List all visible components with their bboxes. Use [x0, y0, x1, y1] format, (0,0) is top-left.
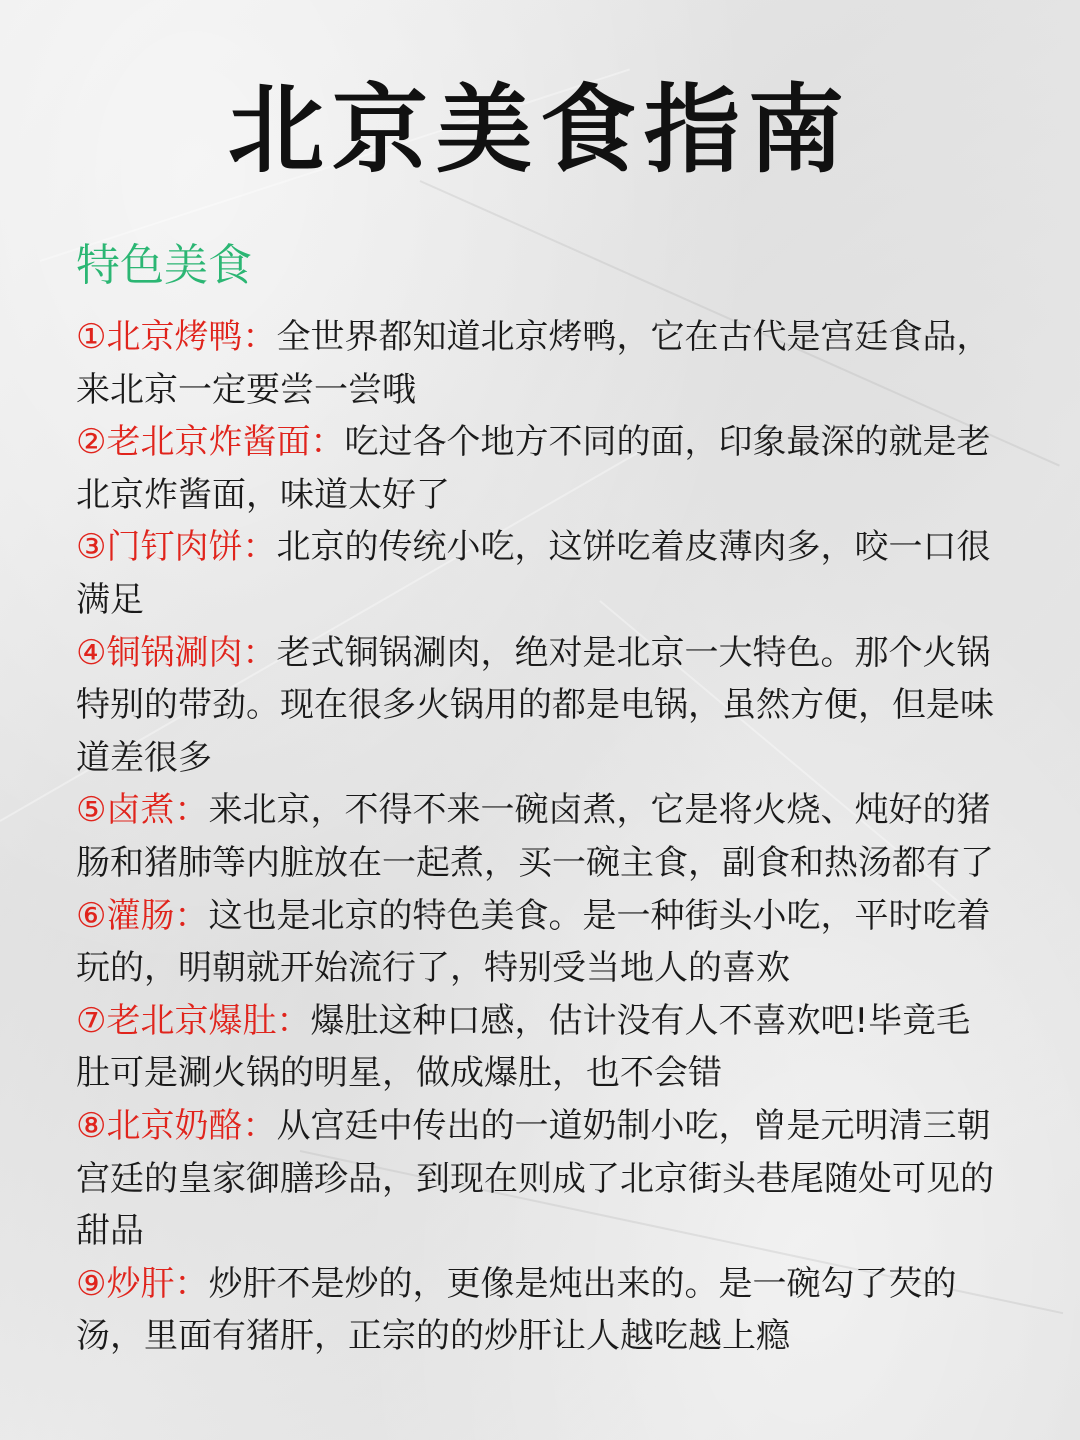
food-description: 老式铜锅涮肉，绝对是北京一大特色。那个火锅特别的带劲。现在很多火锅用的都是电锅，虽然方便，但是味道差很多 — [76, 632, 994, 778]
list-item — [76, 784, 996, 889]
food-description: 吃过各个地方不同的面，印象最深的就是老北京炸酱面，味道太好了 — [76, 422, 991, 515]
food-name: ③门钉肉饼： — [76, 527, 277, 568]
food-name: ①北京烤鸭： — [76, 317, 277, 357]
food-description: 炒肝不是炒的，更像是炖出来的。是一碗勾了芡的汤，里面有猪肝，正宗的的炒肝让人越吃越上瘾 — [76, 1263, 957, 1357]
food-description: 这也是北京的特色美食。是一种街头小吃，平时吃着玩的，明朝就开始流行了，特别受当地人的喜欢 — [76, 895, 991, 989]
list-item — [76, 1258, 996, 1363]
food-description: 从宫廷中传出的一道奶制小吃，曾是元明清三朝宫廷的皇家御膳珍品，到现在则成了北京街头巷尾随处可见的甜品 — [76, 1105, 994, 1252]
list-item — [76, 416, 996, 521]
food-name: ⑤卤煮： — [76, 790, 209, 831]
list-item — [76, 1100, 996, 1258]
page-title: 北京美食指南 — [228, 74, 852, 186]
section-heading: 特色美食 — [76, 240, 252, 291]
food-name: ④铜锅涮肉： — [76, 632, 277, 673]
food-name: ②老北京炸酱面： — [76, 422, 345, 463]
food-name: ⑨炒肝： — [76, 1263, 209, 1304]
food-description: 来北京，不得不来一碗卤煮，它是将火烧、炖好的猪肠和猪肺等内脏放在一起煮，买一碗主食，副食和热汤都有了 — [76, 790, 994, 883]
list-item — [76, 995, 996, 1100]
list-item — [76, 521, 996, 626]
food-description: 北京的传统小吃，这饼吃着皮薄肉多，咬一口很满足 — [76, 527, 991, 620]
list-item — [76, 890, 996, 995]
food-list — [76, 311, 996, 1363]
food-name: ⑥灌肠： — [76, 895, 209, 936]
food-name: ⑧北京奶酪： — [76, 1105, 277, 1146]
food-description: 爆肚这种口感，估计没有人不喜欢吧!毕竟毛肚可是涮火锅的明星，做成爆肚，也不会错 — [76, 1000, 971, 1094]
food-description: 全世界都知道北京烤鸭，它在古代是宫廷食品，来北京一定要尝一尝哦 — [76, 317, 991, 410]
list-item — [76, 311, 996, 416]
list-item — [76, 627, 996, 785]
food-name: ⑦老北京爆肚： — [76, 1000, 311, 1041]
